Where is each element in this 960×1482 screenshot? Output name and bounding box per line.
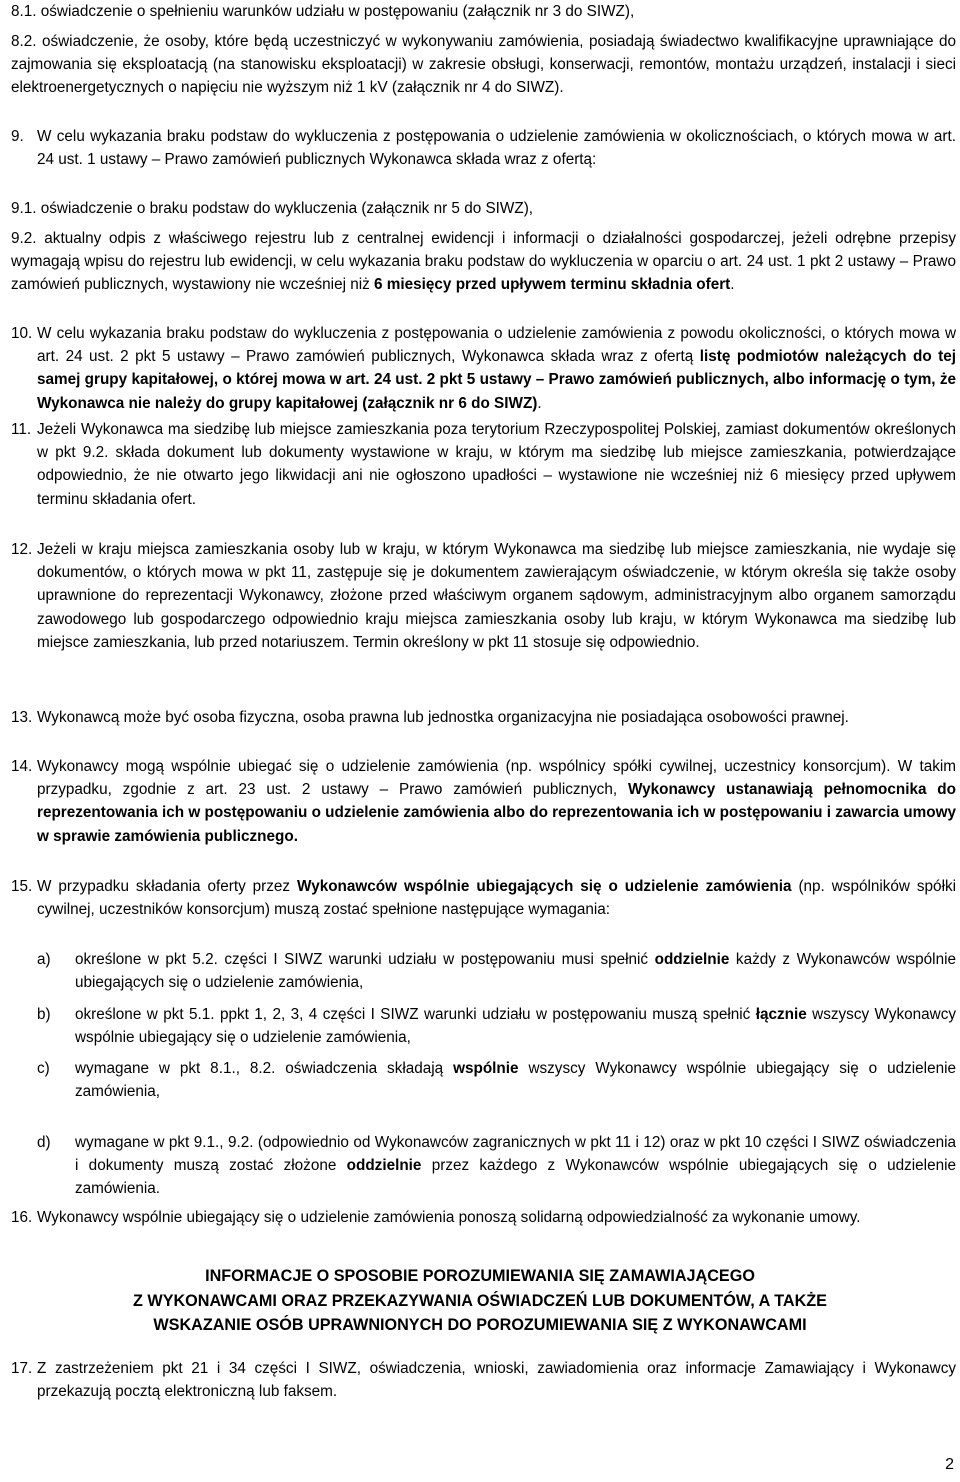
paragraph-14-number: 14. <box>11 758 33 775</box>
item-a-label: a) <box>37 951 51 968</box>
paragraph-15-number: 15. <box>11 878 33 895</box>
paragraph-13-number: 13. <box>11 709 33 726</box>
item-b-label: b) <box>37 1006 51 1023</box>
deadline-bold: 6 miesięcy przed upływem terminu składnia ofert <box>374 276 731 294</box>
proxy-bold: Wykonawcy ustanawiają pełnomocnika do reprezentowania ich w postępowaniu o udzielenie zamówienia albo do reprezentowania ich w postępowaniu i zawarcia umowy w sprawie zamówienia publicznego. <box>37 781 956 845</box>
page-number: 2 <box>945 1456 954 1473</box>
item-b: określone w pkt 5.1. ppkt 1, 2, 3, 4 części I SIWZ warunki udziału w postępowaniu muszą spełnić łącznie wszyscy Wykonawcy wspólnie ubiegający się o udzielenie zamówienia, <box>75 1006 956 1047</box>
paragraph-10: W celu wykazania braku podstaw do wykluczenia z postępowania o udzielenie zamówienia z powodu okoliczności, o których mowa w art. 24 ust. 2 pkt 5 ustawy – Prawo zamówień publicznych, Wykonawca składa wraz z ofertą listę podmiotów należących do tej samej grupy kapitałowej, o której mowa w art. 24 ust. 2 pkt 5 ustawy – Prawo zamówień publicznych, albo informację o tym, że Wykonawca nie należy do grupy kapitałowej (załącznik nr 6 do SIWZ). <box>37 325 956 412</box>
item-c: wymagane w pkt 8.1., 8.2. oświadczenia składają wspólnie wszyscy Wykonawcy wspólnie ubiegający się o udzielenie zamówienia, <box>75 1060 956 1101</box>
section-heading-line-3: WSKAZANIE OSÓB UPRAWNIONYCH DO POROZUMIEWANIA SIĘ Z WYKONAWCAMI <box>153 1316 807 1334</box>
paragraph-13: Wykonawcą może być osoba fizyczna, osoba prawna lub jednostka organizacyjna nie posiadająca osobowości prawnej. <box>37 709 849 726</box>
paragraph-12: Jeżeli w kraju miejsca zamieszkania osoby lub w kraju, w którym Wykonawca ma siedzibę lub miejsce zamieszkania, nie wydaje się dokumentów, o których mowa w pkt 11, zastępuje się je dokumentem zawierającym oświadczenie, w którym określa się także osoby uprawnione do reprezentacji Wykonawcy, złożone przed właściwym organem sądowym, administracyjnym albo organem samorządu zawodowego lub gospodarczego odpowiednio kraju miejsca zamieszkania osoby lub kraju, w którym Wykonawca ma siedzibę lub miejsce zamieszkania, lub przed notariuszem. Termin określony w pkt 11 stosuje się odpowiednio. <box>37 541 956 651</box>
paragraph-9: W celu wykazania braku podstaw do wykluczenia z postępowania o udzielenie zamówienia w okolicznościach, o których mowa w art. 24 ust. 1 ustawy – Prawo zamówień publicznych Wykonawca składa wraz z ofertą: <box>37 128 956 169</box>
paragraph-11: Jeżeli Wykonawca ma siedzibę lub miejsce zamieszkania poza terytorium Rzeczypospolitej Polskiej, zamiast dokumentów określonych w pkt 9.2. składa dokument lub dokumenty wystawione w kraju, w którym ma siedzibę lub miejsce zamieszkania, potwierdzające odpowiednio, że nie otwarto jego likwidacji ani nie ogłoszono upadłości – wystawione nie wcześniej niż 6 miesięcy przed upływem terminu składania ofert. <box>37 421 956 508</box>
paragraph-17: Z zastrzeżeniem pkt 21 i 34 części I SIWZ, oświadczenia, wnioski, zawiadomienia oraz informacje Zamawiający i Wykonawcy przekazują pocztą elektroniczną lub faksem. <box>37 1360 956 1401</box>
paragraph-9-1: 9.1. oświadczenie o braku podstaw do wykluczenia (załącznik nr 5 do SIWZ), <box>11 200 534 217</box>
paragraph-16-number: 16. <box>11 1209 33 1226</box>
paragraph-8-2: 8.2. oświadczenie, że osoby, które będą uczestniczyć w wykonywaniu zamówienia, posiadają świadectwo kwalifikacyjne uprawniające do zajmowania się eksploatacją (na stanowisku eksploatacji) w zakresie obsługi, konserwacji, remontów, montażu urządzeń, instalacji i sieci elektroenergetycznych o napięciu nie wyższym niż 1 kV (załącznik nr 4 do SIWZ). <box>11 33 956 97</box>
paragraph-17-number: 17. <box>11 1360 33 1377</box>
paragraph-14: Wykonawcy mogą wspólnie ubiegać się o udzielenie zamówienia (np. wspólnicy spółki cywilnej, uczestnicy konsorcjum). W takim przypadku, zgodnie z art. 23 ust. 2 ustawy – Prawo zamówień publicznych, Wykonawcy ustanawiają pełnomocnika do reprezentowania ich w postępowaniu o udzielenie zamówienia albo do reprezentowania ich w postępowaniu i zawarcia umowy w sprawie zamówienia publicznego. <box>37 758 956 845</box>
paragraph-15: W przypadku składania oferty przez Wykonawców wspólnie ubiegających się o udzielenie zamówienia (np. wspólników spółki cywilnej, uczestników konsorcjum) muszą zostać spełnione następujące wymagania: <box>37 878 957 919</box>
paragraph-9-number: 9. <box>11 128 24 145</box>
section-heading-line-2: Z WYKONAWCAMI ORAZ PRZEKAZYWANIA OŚWIADCZEŃ LUB DOKUMENTÓW, A TAKŻE <box>133 1292 827 1310</box>
item-d: wymagane w pkt 9.1., 9.2. (odpowiednio od Wykonawców zagranicznych w pkt 11 i 12) oraz w pkt 10 części I SIWZ oświadczenia i dokumenty muszą zostać złożone oddzielnie przez każdego z Wykonawców wspólnie ubiegających się o udzielenie zamówienia. <box>75 1134 957 1198</box>
item-a: określone w pkt 5.2. części I SIWZ warunki udziału w postępowaniu musi spełnić oddzielnie każdy z Wykonawców wspólnie ubiegających się o udzielenie zamówienia, <box>75 951 956 992</box>
paragraph-9-2: 9.2. aktualny odpis z właściwego rejestru lub z centralnej ewidencji i informacji o działalności gospodarczej, jeżeli odrębne przepisy wymagają wpisu do rejestru lub ewidencji, w celu wykazania braku podstaw do wykluczenia w oparciu o art. 24 ust. 1 pkt 2 ustawy – Prawo zamówień publicznych, wystawiony nie wcześniej niż 6 miesięcy przed upływem terminu składnia ofert. <box>11 230 956 294</box>
item-d-label: d) <box>37 1134 51 1151</box>
paragraph-10-number: 10. <box>11 325 33 342</box>
paragraph-11-number: 11. <box>11 421 32 438</box>
section-heading-line-1: INFORMACJE O SPOSOBIE POROZUMIEWANIA SIĘ ZAMAWIAJĄCEGO <box>205 1267 755 1285</box>
joint-bidders-bold: Wykonawców wspólnie ubiegających się o udzielenie zamówienia <box>297 878 792 895</box>
item-c-label: c) <box>37 1060 50 1077</box>
paragraph-16: Wykonawcy wspólnie ubiegający się o udzielenie zamówienia ponoszą solidarną odpowiedzialność za wykonanie umowy. <box>37 1209 861 1226</box>
capital-group-bold: listę podmiotów należących do tej samej grupy kapitałowej, o której mowa w art. 24 ust. 2 pkt 5 ustawy – Prawo zamówień publicznych, albo informację o tym, że Wykonawca nie należy do grupy kapitałowej (załącznik nr 6 do SIWZ) <box>37 348 956 412</box>
paragraph-12-number: 12. <box>11 541 33 558</box>
paragraph-8-1: 8.1. oświadczenie o spełnieniu warunków udziału w postępowaniu (załącznik nr 3 do SIWZ), <box>11 3 635 20</box>
